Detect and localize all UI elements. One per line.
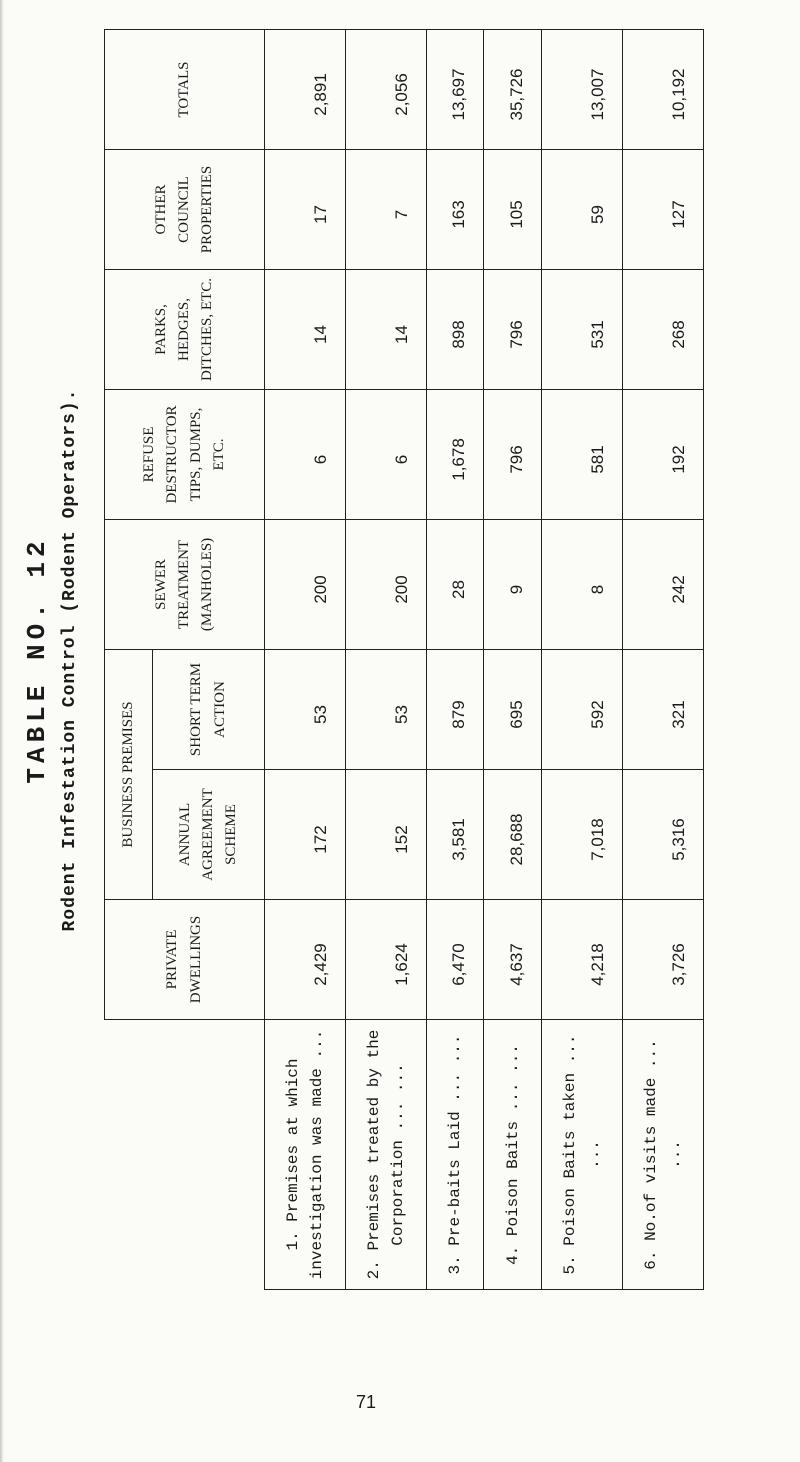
cell-value: 3,726 bbox=[623, 900, 704, 1020]
cell-value: 268 bbox=[623, 269, 704, 389]
cell-value: 1,624 bbox=[345, 900, 426, 1020]
cell-value: 14 bbox=[345, 269, 426, 389]
cell-value: 105 bbox=[484, 149, 542, 269]
col-header-other-council: OTHER COUNCIL PROPERTIES bbox=[105, 149, 265, 269]
row-label-investigated: 1. Premises at which investigation was made ... bbox=[265, 1020, 346, 1290]
cell-value: 53 bbox=[265, 649, 346, 769]
cell-value: 3,581 bbox=[426, 770, 484, 900]
cell-value: 7,018 bbox=[542, 770, 623, 900]
cell-value: 6,470 bbox=[426, 900, 484, 1020]
rodent-control-table bbox=[104, 29, 704, 1290]
row-label-pre-baits: 3. Pre-baits Laid ... ... bbox=[426, 1020, 484, 1290]
row-label-treated: 2. Premises treated by the Corporation ... ... bbox=[345, 1020, 426, 1290]
cell-value: 321 bbox=[623, 649, 704, 769]
cell-value: 796 bbox=[484, 389, 542, 519]
cell-value-total: 10,192 bbox=[623, 29, 704, 149]
cell-value: 2,429 bbox=[265, 900, 346, 1020]
row-label-visits: 6. No.of visits made ... ... bbox=[623, 1020, 704, 1290]
cell-value: 879 bbox=[426, 649, 484, 769]
cell-value: 7 bbox=[345, 149, 426, 269]
col-header-refuse-destructor: REFUSE DESTRUCTOR TIPS, DUMPS, ETC. bbox=[105, 389, 265, 519]
cell-value: 242 bbox=[623, 519, 704, 649]
cell-value-total: 13,697 bbox=[426, 29, 484, 149]
cell-value: 4,637 bbox=[484, 900, 542, 1020]
table-number-heading: TABLE NO. 12 bbox=[22, 536, 52, 784]
cell-value: 163 bbox=[426, 149, 484, 269]
cell-value: 9 bbox=[484, 519, 542, 649]
cell-value: 796 bbox=[484, 269, 542, 389]
cell-value: 152 bbox=[345, 770, 426, 900]
table-row bbox=[426, 29, 484, 1289]
cell-value: 581 bbox=[542, 389, 623, 519]
cell-value: 59 bbox=[542, 149, 623, 269]
corner-cell bbox=[105, 1020, 265, 1290]
table-row bbox=[623, 29, 704, 1289]
cell-value-total: 2,891 bbox=[265, 29, 346, 149]
cell-value: 5,316 bbox=[623, 770, 704, 900]
cell-value: 898 bbox=[426, 269, 484, 389]
cell-value: 14 bbox=[265, 269, 346, 389]
cell-value: 8 bbox=[542, 519, 623, 649]
page-number: 71 bbox=[356, 1392, 377, 1412]
cell-value: 4,218 bbox=[542, 900, 623, 1020]
col-header-parks-hedges: PARKS, HEDGES, DITCHES, ETC. bbox=[105, 269, 265, 389]
cell-value: 592 bbox=[542, 649, 623, 769]
table-row bbox=[345, 29, 426, 1289]
cell-value: 192 bbox=[623, 389, 704, 519]
cell-value: 200 bbox=[345, 519, 426, 649]
row-label-poison-baits-taken: 5. Poison Baits taken ... ... bbox=[542, 1020, 623, 1290]
cell-value: 127 bbox=[623, 149, 704, 269]
cell-value: 200 bbox=[265, 519, 346, 649]
cell-value-total: 13,007 bbox=[542, 29, 623, 149]
table-row bbox=[542, 29, 623, 1289]
col-header-sewer-treatment: SEWER TREATMENT (MANHOLES) bbox=[105, 519, 265, 649]
cell-value: 172 bbox=[265, 770, 346, 900]
row-label-poison-baits: 4. Poison Baits ... ... bbox=[484, 1020, 542, 1290]
table-row bbox=[265, 29, 346, 1289]
col-header-short-term: SHORT TERM ACTION bbox=[153, 649, 265, 769]
cell-value: 17 bbox=[265, 149, 346, 269]
table-row bbox=[484, 29, 542, 1289]
table-subtitle: Rodent Infestation Control (Rodent Operators). bbox=[60, 388, 80, 932]
cell-value: 53 bbox=[345, 649, 426, 769]
cell-value: 28 bbox=[426, 519, 484, 649]
cell-value: 531 bbox=[542, 269, 623, 389]
col-header-annual-agreement: ANNUAL AGREEMENT SCHEME bbox=[153, 770, 265, 900]
col-header-private-dwellings: PRIVATE DWELLINGS bbox=[105, 900, 265, 1020]
col-header-totals: TOTALS bbox=[105, 29, 265, 149]
cell-value: 6 bbox=[265, 389, 346, 519]
cell-value-total: 35,726 bbox=[484, 29, 542, 149]
cell-value: 28,688 bbox=[484, 770, 542, 900]
cell-value-total: 2,056 bbox=[345, 29, 426, 149]
cell-value: 695 bbox=[484, 649, 542, 769]
cell-value: 1,678 bbox=[426, 389, 484, 519]
col-group-business-premises: BUSINESS PREMISES bbox=[105, 649, 153, 899]
cell-value: 6 bbox=[345, 389, 426, 519]
